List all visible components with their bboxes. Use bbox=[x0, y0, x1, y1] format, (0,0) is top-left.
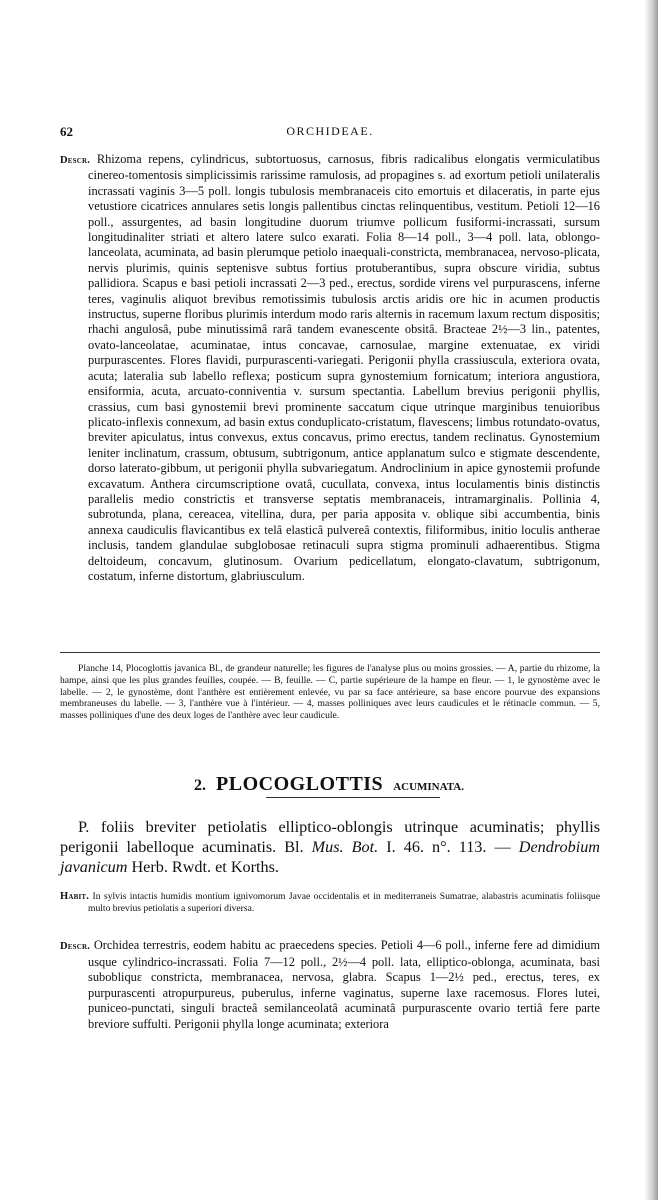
diagnosis-text: P. foliis breviter petiolatis elliptico-oblongis utrinque acuminatis; phyllis perigonii labelloque acuminatis. Bl. bbox=[60, 818, 600, 856]
herbarium-reference: Herb. Rwdt. et Korths. bbox=[127, 858, 279, 876]
habitat-text: In sylvis intactis humidis montium ignivomorum Javae occidentalis et in mediterraneis Sumatrae, alabastris acuminatis foliisque multo brevius petiolatis a superiori diversa. bbox=[88, 891, 600, 914]
reference-detail: I. 46. n°. 113. — bbox=[378, 838, 519, 856]
divider-rule bbox=[60, 652, 600, 653]
genus-name: PLOCOGLOTTIS bbox=[216, 773, 384, 795]
page-header bbox=[60, 124, 600, 142]
description-label-2: Descr. bbox=[60, 941, 91, 952]
species-heading bbox=[0, 773, 658, 796]
species-number: 2. bbox=[194, 777, 207, 794]
page-number: 62 bbox=[60, 124, 73, 139]
running-title: ORCHIDEAE. bbox=[286, 124, 374, 138]
species-epithet: ACUMINATA. bbox=[393, 781, 464, 793]
page-edge-shadow bbox=[644, 0, 658, 1200]
diagnosis-paragraph bbox=[60, 817, 600, 877]
synonym-name: Dendrobium javanicum bbox=[60, 838, 600, 876]
plate-caption-text: Planche 14, Plocoglottis javanica Bl., de grandeur naturelle; les figures de l'analyse plus ou moins grossies. — A, partie du rhizome, la hampe, ainsi que les plus grandes feuilles, coupée. — B, feuille. — C, partie supérieure de la hampe en fleur. — 1, le gynostème avec le labelle. — 2, le gynostème, dont l'anthère est entièrement enlevée, vu par sa face antérieure, sa base encore pourvue des expansions membraneuses du labelle. — 3, l'anthère vue à l'intérieur. — 4, masses polliniques avec leurs caudicules et le rétinacle commun. — 5, masses polliniques d'une des deux loges de l'anthère avec leur caudicule. bbox=[60, 663, 600, 722]
description-text-2: Orchidea terrestris, eodem habitu ac praecedens species. Petioli 4—6 poll., inferne fere ad dimidium usque cylindrico-incrassati. Folia 7—12 poll., 2½—4 poll. lata, elliptico-oblonga, acuminata, basi subobliquε constricta, membranacea, nervosa, glabra. Scapus 1—2½ ped., erectus, teres, ex purpurascenti atropurpureus, puberulus, inferne vaginatus, superne laxe racemosus. Flores lutei, puniceo-punctati, singuli bracteâ semilanceolatâ acuminatâ purpurascente ovario tertiâ fere parte breviore suffulti. Perigonii phylla longe acuminata; exteriora bbox=[88, 938, 601, 1031]
description-text: Rhizoma repens, cylindricus, subtortuosus, carnosus, fibris radicalibus elongatis vermiculatibus cinereo-tomentosis simplicissimis rarissime ramulosis, ad propagines s. ad exortum petioli unilateralis incrassati vaginis 3—5 poll. longis tubulosis membranaceis cito emortuis et dilaceratis, in parte ejus vetustiore cicatrices annulares setis longis pallentibus cinctas relinquentibus, vestitum. Petioli 12—16 poll., assurgentes, ad basin longitudine duorum triumve pollicum fusiformi-incrassati, sursum longitudinaliter striati et altero latere sulco exarati. Folia 8—14 poll., 3—4 poll. lata, oblongo-lanceolata, acuminata, ad basin plerumque petiolo inaequali-constricta, membranacea, nervoso-plicata, nervis plurimis, quinis septenisve subtus fortius protuberantibus, supra obscure viridia, subtus pallidiora. Scapus e basi petioli incrassati 2—3 ped., erectus, sordide virens vel purpurascens, inferne teres, vaginulis aliquot brevibus remotissimis tubulosis arctis aridis ore hic in acumen productis instructus, superne floribus plurimis interdum modo raris alternis in racemum laxum rectum dispositis; rhachi angulosâ, pube minutissimâ rarâ tandem evanescente obsitâ. Bracteae 2½—3 lin., patentes, ovato-lanceolatae, acuminatae, intus concavae, carnosulae, margine extenuatae, ex viridi purpurascentes. Flores flavidi, purpurascenti-variegati. Perigonii phylla crassiuscula, exteriora ovata, acuta; lateralia sub labello reflexa; posticum supra gynostemium fornicatum; interiora angustiora, ensiformia, acuta, arcuato-conniventia v. sursum spectantia. Labellum brevius perigonii phyllis, crassius, cum basi gynostemii brevi prominente saccatum cique utrinque marginibus tenuioribus plicato-inflexis connexum, ad basin extus conduplicato-cristatum, flavescens; limbus rotundato-ovatus, breviter apiculatus, intus convexus, extus concavus, primo erectus, tandem reclinatus. Gynostemium leniter inclinatum, crassum, obtusum, subtrigonum, antice applanatum sulco e stigmate descendente, dorso laterato-gibbum, ut perigonii phylla subvariegatum. Androclinium in apice gynostemii profunde excavatum. Anthera circumscriptione ovatâ, cucullata, convexa, intus loculamentis binis distinctis parallelis medio constrictis et transverse septatis membranaceis, intramarginalis. Pollinia 4, subrotunda, plana, cereacea, vitellina, dura, per paria apposita v. oblique sibi accumbentia, binis annexa caudiculis flavicantibus ex telâ elasticâ pulvereâ contextis, filiformibus, initio loculis antherae inclusis, tandem glandulae subglobosae retinaculi supra stigma prominuli adhaerentibus. Stigma deltoideum, concavum, glutinosum. Ovarium pedicellatum, elongato-clavatum, subtrigonum, costatum, inferne distortum, glabriusculum. bbox=[88, 152, 600, 583]
plate-caption bbox=[60, 663, 600, 722]
heading-underline bbox=[266, 797, 440, 798]
habitat-label: Habit. bbox=[60, 891, 90, 902]
habitat-paragraph bbox=[60, 891, 600, 915]
reference-title: Mus. Bot. bbox=[311, 838, 379, 856]
description-label: Descr. bbox=[60, 155, 91, 166]
description-paragraph-1 bbox=[60, 152, 600, 584]
description-paragraph-2 bbox=[60, 938, 600, 1033]
